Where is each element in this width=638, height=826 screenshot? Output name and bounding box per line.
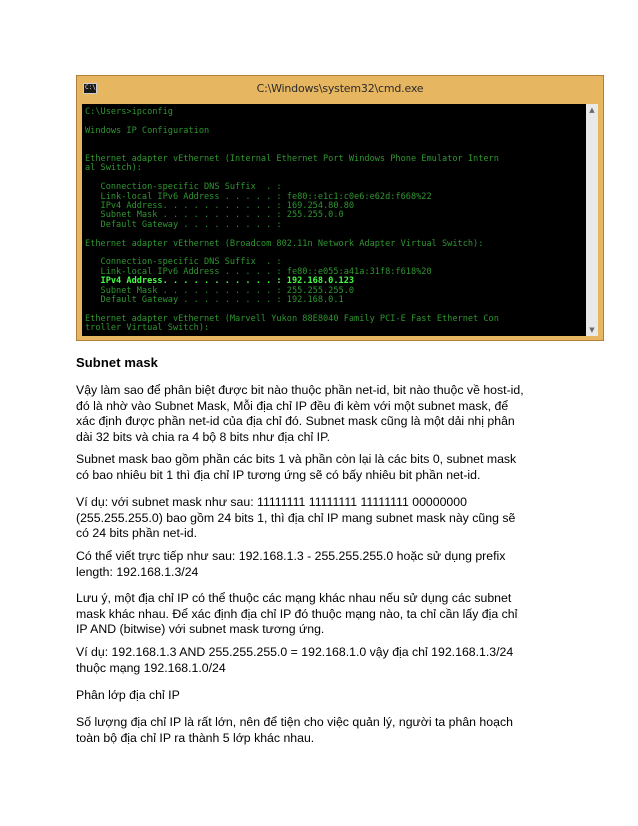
- console-line: troller Virtual Switch):: [85, 323, 210, 334]
- console-line: Default Gateway . . . . . . . . . :: [85, 219, 282, 230]
- console-line: Link-local IPv6 Address . . . . . : fe80::e1c1:c0e6:e62d:f668%22: [85, 191, 432, 202]
- cmd-window-title: C:\Windows\system32\cmd.exe: [256, 82, 424, 95]
- console-line: Default Gateway . . . . . . . . . : 192.168.0.1: [85, 295, 344, 305]
- section-heading: Subnet mask: [76, 355, 159, 370]
- scroll-down-arrow-icon: ▼: [589, 326, 595, 334]
- console-line-highlighted: IPv4 Address. . . . . . . . . . . : 192.168.0.123: [85, 276, 355, 287]
- text-line: IP AND (bitwise) với subnet mask tương ứng.: [76, 622, 325, 637]
- text-line: Subnet mask bao gồm phần các bits 1 và phần còn lại là các bits 0, subnet mask: [76, 452, 517, 466]
- text-line: Phân lớp địa chỉ IP: [76, 688, 180, 702]
- text-line: length: 192.168.1.3/24: [76, 564, 199, 579]
- console-line: Connection-specific DNS Suffix . :: [85, 257, 282, 268]
- text-line: có bao nhiêu bit 1 thì địa chỉ IP tương ứng sẽ có bấy nhiêu bit phần net-id.: [76, 467, 481, 482]
- cmd-console-output: [82, 104, 586, 336]
- paragraph-ip-classes: [76, 715, 576, 746]
- text-line: đó là nhờ vào Subnet Mask, Mỗi địa chỉ IP đều đi kèm với một subnet mask, để: [76, 398, 509, 413]
- paragraph-prefix-length: [76, 549, 576, 580]
- text-line: Số lượng địa chỉ IP là rất lớn, nên để tiện cho việc quản lý, người ta phân hoạch: [76, 715, 513, 729]
- console-line: IPv4 Address. . . . . . . . . . . : 169.254.80.80: [85, 201, 355, 211]
- cmd-window-screenshot: [76, 75, 604, 341]
- console-line: Ethernet adapter vEthernet (Broadcom 802.11n Network Adapter Virtual Switch):: [85, 238, 484, 249]
- console-line: C:\Users>ipconfig: [85, 107, 173, 117]
- console-line: Windows IP Configuration: [85, 125, 210, 136]
- paragraph-subnet-intro: [76, 383, 576, 446]
- paragraph-ip-classes-heading: [76, 688, 576, 704]
- scroll-up-arrow-icon: ▲: [589, 106, 595, 114]
- paragraph-mask-bits: [76, 452, 576, 483]
- text-line: xác định được phần net-id của địa chỉ đó. Subnet mask cũng là một dải nhị phân: [76, 414, 515, 429]
- console-line: Connection-specific DNS Suffix . :: [85, 182, 282, 193]
- cmd-titlebar: [77, 76, 603, 104]
- console-line: Link-local IPv6 Address . . . . . : fe80::e055:a41a:31f8:f618%20: [85, 266, 432, 277]
- console-line: Subnet Mask . . . . . . . . . . . : 255.255.0.0: [85, 210, 344, 221]
- text-line: Có thể viết trực tiếp như sau: 192.168.1.3 - 255.255.255.0 hoặc sử dụng prefix: [76, 549, 506, 563]
- console-line: Subnet Mask . . . . . . . . . . . : 255.255.255.0: [85, 285, 355, 296]
- text-line: Ví dụ: với subnet mask như sau: 11111111 11111111 11111111 00000000: [76, 495, 467, 509]
- paragraph-example-mask: [76, 495, 576, 542]
- paragraph-and-example: [76, 645, 576, 676]
- text-line: có 24 bits phần net-id.: [76, 526, 197, 541]
- paragraph-note: [76, 591, 576, 638]
- text-line: (255.255.255.0) bao gồm 24 bits 1, thì địa chỉ IP mang subnet mask này cũng sẽ: [76, 510, 516, 525]
- text-line: mask khác nhau. Để xác định địa chỉ IP đó thuộc mạng nào, ta chỉ cần lấy địa chỉ: [76, 606, 518, 621]
- text-line: Vậy làm sao để phân biệt được bit nào thuộc phần net-id, bit nào thuộc về host-id,: [76, 383, 524, 397]
- console-line: al Switch):: [85, 163, 142, 174]
- text-line: toàn bộ địa chỉ IP ra thành 5 lớp khác nhau.: [76, 730, 315, 745]
- cmd-scrollbar: [586, 104, 598, 336]
- text-line: thuộc mạng 192.168.1.0/24: [76, 660, 226, 675]
- console-line: Ethernet adapter vEthernet (Internal Ethernet Port Windows Phone Emulator Intern: [85, 154, 499, 164]
- text-line: dài 32 bits và chia ra 4 bộ 8 bits như địa chỉ IP.: [76, 430, 331, 445]
- text-line: Ví dụ: 192.168.1.3 AND 255.255.255.0 = 192.168.1.0 vậy địa chỉ 192.168.1.3/24: [76, 645, 514, 659]
- text-line: Lưu ý, một địa chỉ IP có thể thuộc các mạng khác nhau nếu sử dụng các subnet: [76, 591, 512, 605]
- console-line: Ethernet adapter vEthernet (Marvell Yukon 88E8040 Family PCI-E Fast Ethernet Con: [85, 313, 499, 324]
- cmd-icon-label: C:\: [85, 84, 96, 91]
